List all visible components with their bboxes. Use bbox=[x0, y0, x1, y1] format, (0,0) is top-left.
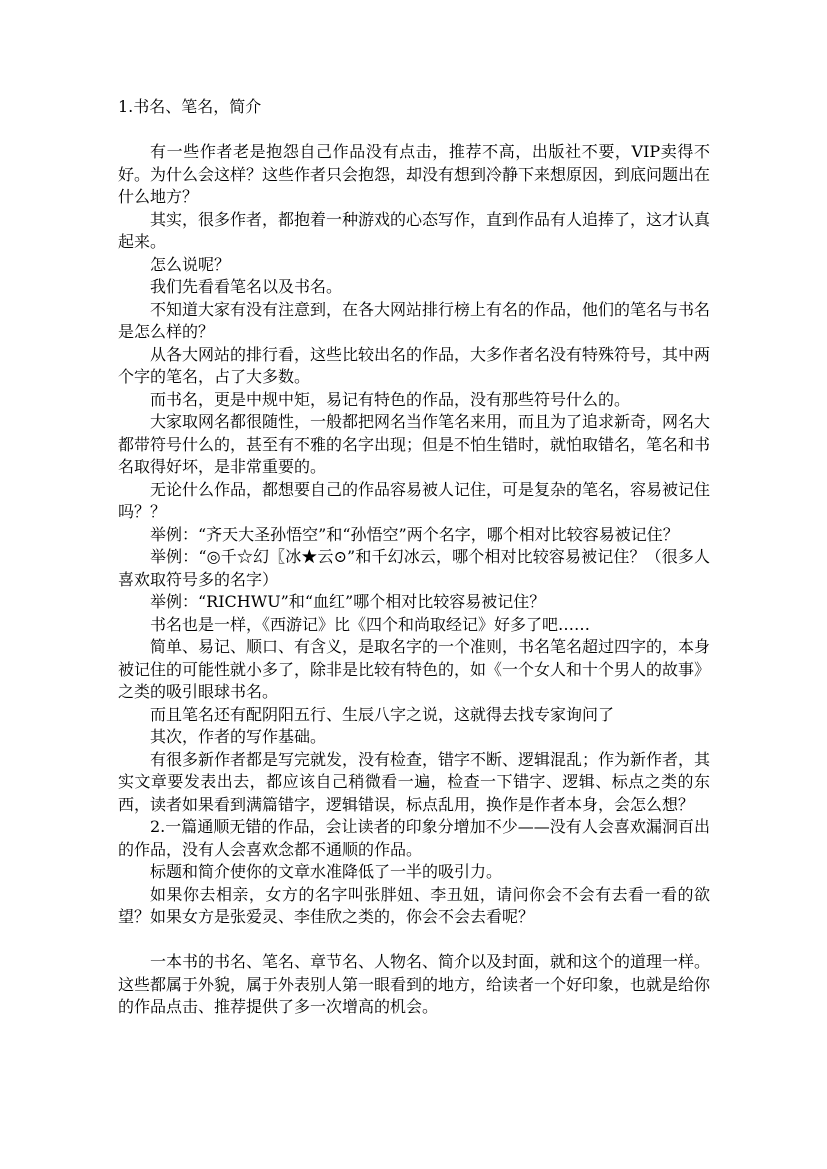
paragraph: 有一些作者老是抱怨自己作品没有点击，推荐不高，出版社不要，VIP卖得不好。为什么会这样？这些作者只会抱怨，却没有想到冷静下来想原因，到底问题出在什么地方？ bbox=[118, 142, 711, 206]
blank-line bbox=[118, 929, 710, 952]
section-heading: 1.书名、笔名，简介 bbox=[118, 97, 262, 116]
paragraph: 如果你去相亲，女方的名字叫张胖妞、李丑妞，请问你会不会有去看一看的欲望？如果女方是张爱灵、李佳欣之类的，你会不会去看呢？ bbox=[118, 884, 710, 926]
document-body bbox=[118, 96, 710, 1019]
paragraph: 怎么说呢？ bbox=[150, 254, 231, 274]
paragraph: 标题和简介使你的文章水准降低了一半的吸引力。 bbox=[150, 862, 503, 881]
paragraph: 其次，作者的写作基础。 bbox=[150, 727, 327, 746]
paragraph: 无论什么作品，都想要自己的作品容易被人记住，可是复杂的笔名，容易被记住吗？？ bbox=[118, 479, 711, 521]
paragraph: 不知道大家有没有注意到，在各大网站排行榜上有名的作品，他们的笔名与书名是怎么样的？ bbox=[118, 299, 711, 341]
example-paragraph: 举例：“RICHWU”和“血红”哪个相对比较容易被记住？ bbox=[150, 592, 546, 611]
paragraph: 其实，很多作者，都抱着一种游戏的心态写作，直到作品有人追捧了，这才认真起来。 bbox=[118, 209, 711, 251]
example-paragraph: 举例：“齐天大圣孙悟空”和“孙悟空”两个名字，哪个相对比较容易被记住？ bbox=[150, 524, 679, 544]
paragraph: 大家取网名都很随性，一般都把网名当作笔名来用，而且为了追求新奇，网名大都带符号什么的，甚至有不雅的名字出现；但是不怕生错时，就怕取错名，笔名和书名取得好坏，是非常重要的。 bbox=[118, 412, 711, 476]
paragraph: 书名也是一样，《西游记》比《四个和尚取经记》好多了吧…… bbox=[150, 614, 591, 634]
blank-line bbox=[118, 119, 710, 142]
paragraph: 有很多新作者都是写完就发，没有检查，错字不断、逻辑混乱；作为新作者，其实文章要发表出去，都应该自己稍微看一遍，检查一下错字、逻辑、标点之类的东西，读者如果看到满篇错字，逻辑错误，标点乱用，换作是作者本身，会怎么想？ bbox=[118, 749, 711, 814]
paragraph: 我们先看看笔名以及书名。 bbox=[150, 277, 343, 296]
paragraph: 从各大网站的排行看，这些比较出名的作品，大多作者名没有特殊符号，其中两个字的笔名，占了大多数。 bbox=[118, 344, 711, 386]
paragraph: 而且笔名还有配阴阳五行、生辰八字之说，这就得去找专家询问了 bbox=[150, 704, 615, 724]
paragraph: 简单、易记、顺口、有含义，是取名字的一个准则，书名笔名超过四字的，本身被记住的可能性就小多了，除非是比较有特色的，如《一个女人和十个男人的故事》之类的吸引眼球书名。 bbox=[118, 637, 711, 701]
closing-paragraph: 一本书的书名、笔名、章节名、人物名、简介以及封面，就和这个的道理一样。这些都属于外貌，属于外表别人第一眼看到的地方，给读者一个好印象，也就是给你的作品点击、推荐提供了多一次增高的机会。 bbox=[118, 952, 711, 1016]
paragraph: 2.一篇通顺无错的作品，会让读者的印象分增加不少——没有人会喜欢漏洞百出的作品，没有人会喜欢念都不通顺的作品。 bbox=[118, 817, 710, 859]
example-paragraph: 举例：“◎千☆幻〖冰★云⊙”和千幻冰云，哪个相对比较容易被记住？（很多人喜欢取符号多的名字） bbox=[118, 547, 710, 589]
paragraph: 而书名，更是中规中矩，易记有特色的作品，没有那些符号什么的。 bbox=[150, 389, 631, 409]
